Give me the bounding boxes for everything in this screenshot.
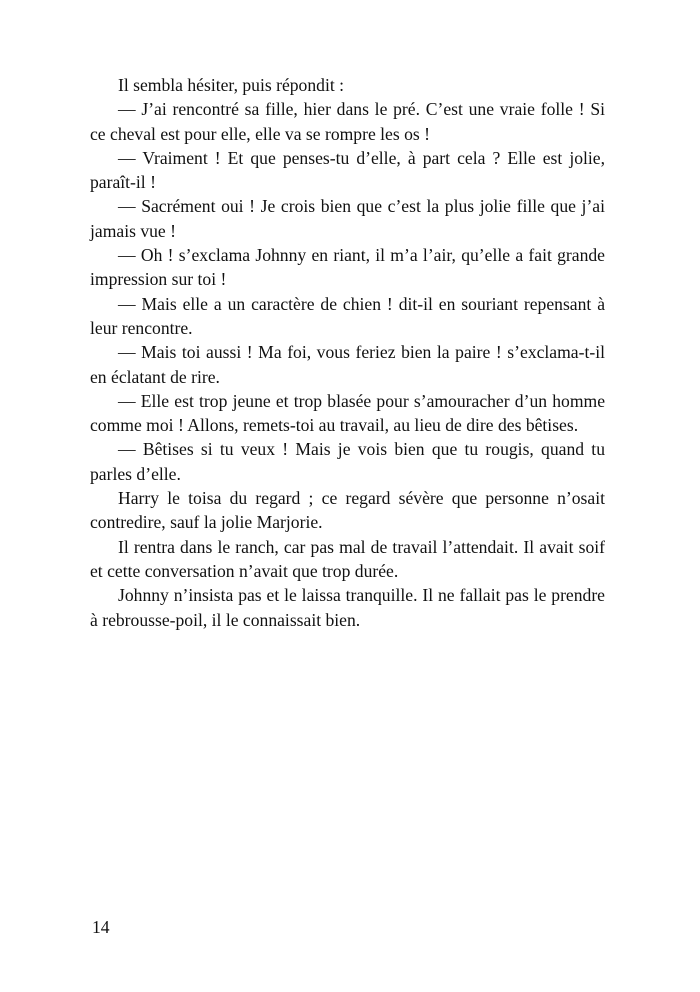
paragraph-11: Il rentra dans le ranch, car pas mal de travail l’attendait. Il avait soif et cette conversation n’avait que trop durée. <box>90 536 605 581</box>
paragraph-3: — Vraiment ! Et que penses-tu d’elle, à part cela ? Elle est jolie, paraît-il ! <box>90 147 605 193</box>
paragraph-5: — Oh ! s’exclama Johnny en riant, il m’a l’air, qu’elle a fait grande impression sur toi ! <box>90 245 605 290</box>
paragraph-8: — Elle est trop jeune et trop blasée pour s’amouracher d’un homme comme moi ! Allons, remets-toi au travail, au lieu de dire des bêtises. <box>90 390 605 436</box>
paragraph-4: — Sacrément oui ! Je crois bien que c’est la plus jolie fille que j’ai jamais vue ! <box>90 196 605 241</box>
paragraph-12: Johnny n’insista pas et le laissa tranquille. Il ne fallait pas le prendre à rebrousse-poil, il le connaissait bien. <box>90 585 605 630</box>
page-number: 14 <box>92 917 110 937</box>
paragraph-6: — Mais elle a un caractère de chien ! dit-il en souriant repensant à leur rencontre. <box>90 293 605 338</box>
paragraph-7: — Mais toi aussi ! Ma foi, vous feriez bien la paire ! s’exclama-t-il en éclatant de rire. <box>90 342 605 387</box>
paragraph-1: Il sembla hésiter, puis répondit : <box>118 75 345 95</box>
paragraph-10: Harry le toisa du regard ; ce regard sévère que personne n’osait contredire, sauf la jolie Marjorie. <box>90 488 605 533</box>
paragraph-2: — J’ai rencontré sa fille, hier dans le pré. C’est une vraie folle ! Si ce cheval est pour elle, elle va se rompre les os ! <box>90 99 605 144</box>
paragraph-9: — Bêtises si tu veux ! Mais je vois bien que tu rougis, quand tu parles d’elle. <box>90 439 605 484</box>
page-body-text <box>90 73 605 632</box>
